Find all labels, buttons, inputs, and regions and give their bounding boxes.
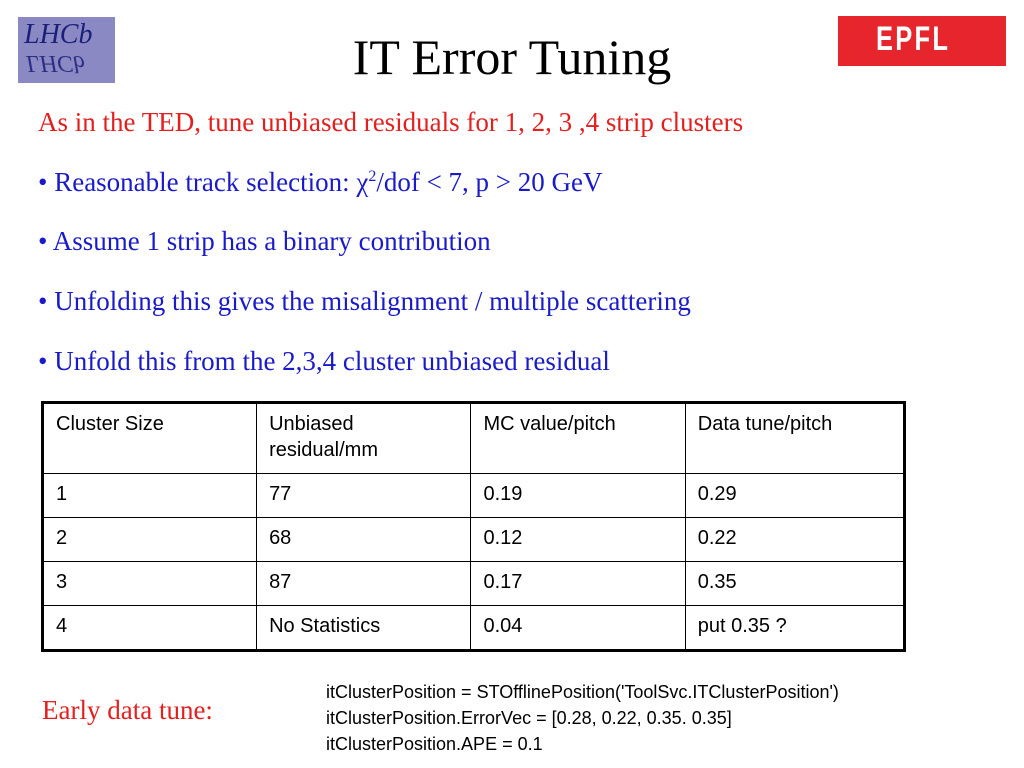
table-cell: 0.12 (471, 518, 685, 562)
table-row (43, 474, 905, 518)
table-header-cell: Cluster Size (43, 403, 257, 474)
code-line: itClusterPosition = STOfflinePosition('ToolSvc.ITClusterPosition') (326, 682, 839, 702)
table-header-cell: Unbiased residual/mm (257, 403, 471, 474)
bullet-unfold-residual: • Unfold this from the 2,3,4 cluster unbiased residual (38, 346, 610, 376)
code-line: itClusterPosition.APE = 0.1 (326, 734, 543, 754)
table-header-cell: Data tune/pitch (685, 403, 904, 474)
table-cell: put 0.35 ? (685, 606, 904, 651)
table-cell: 0.19 (471, 474, 685, 518)
epfl-logo-text: EPFL (876, 20, 951, 58)
table-cell: 68 (257, 518, 471, 562)
bullet-track-selection-prefix: • Reasonable track selection: χ (38, 167, 369, 197)
bullet-track-selection-suffix: /dof < 7, p > 20 GeV (376, 167, 603, 197)
table-cell: No Statistics (257, 606, 471, 651)
table-cell: 4 (43, 606, 257, 651)
table-header-row (43, 403, 905, 474)
table-cell: 87 (257, 562, 471, 606)
code-block (326, 679, 839, 757)
intro-text: As in the TED, tune unbiased residuals for 1, 2, 3 ,4 strip clusters (38, 107, 744, 137)
table-cell: 0.17 (471, 562, 685, 606)
table-cell: 3 (43, 562, 257, 606)
lhcb-logo-reflection: LHCb (26, 50, 85, 76)
early-data-tune-label: Early data tune: (42, 695, 213, 725)
chi-squared-superscript: 2 (368, 168, 377, 185)
bullet-binary-contribution: • Assume 1 strip has a binary contribution (38, 226, 491, 256)
lhcb-logo-text: LHCb (24, 19, 93, 50)
table-cell: 77 (257, 474, 471, 518)
table-header-cell: MC value/pitch (471, 403, 685, 474)
table-cell: 1 (43, 474, 257, 518)
table-row (43, 518, 905, 562)
table-cell: 2 (43, 518, 257, 562)
bullet-track-selection (38, 166, 603, 198)
table-cell: 0.29 (685, 474, 904, 518)
table-cell: 0.22 (685, 518, 904, 562)
table-row (43, 606, 905, 651)
bullet-unfolding: • Unfolding this gives the misalignment / multiple scattering (38, 286, 691, 316)
table-cell: 0.04 (471, 606, 685, 651)
table-row (43, 562, 905, 606)
slide-title: IT Error Tuning (352, 29, 672, 85)
cluster-table (41, 401, 906, 652)
table-cell: 0.35 (685, 562, 904, 606)
code-line: itClusterPosition.ErrorVec = [0.28, 0.22, 0.35. 0.35] (326, 708, 732, 728)
